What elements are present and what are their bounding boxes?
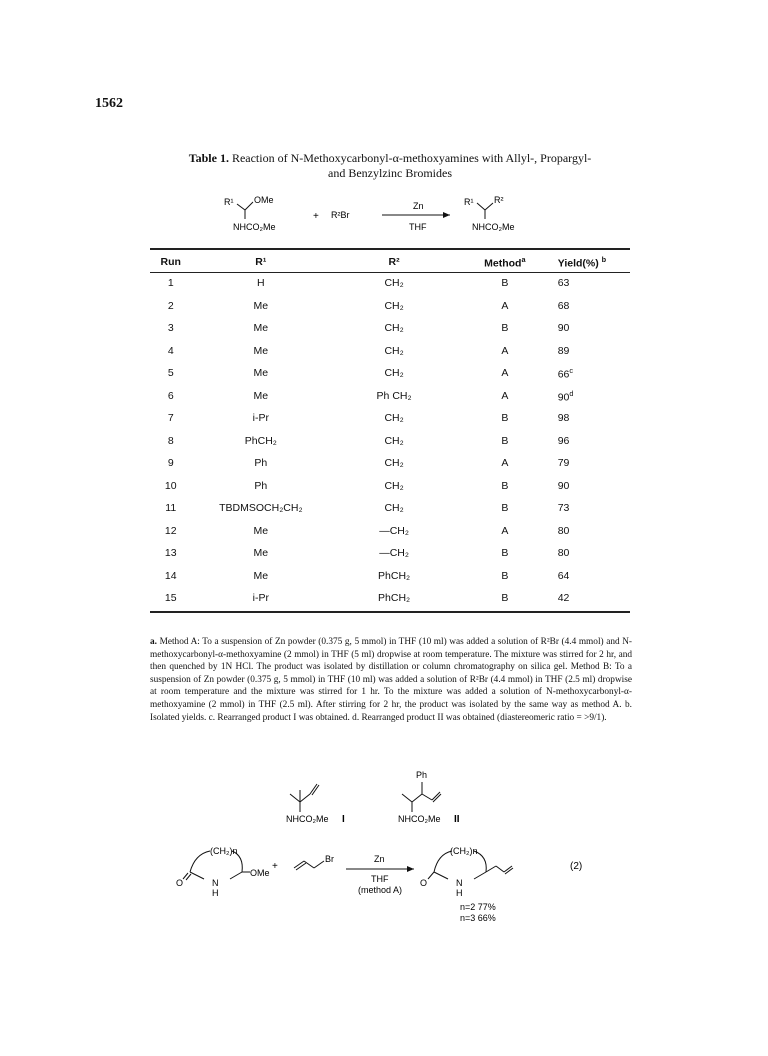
- cell-r2: CH₂: [384, 322, 404, 335]
- structure-i-nhco2me: NHCO₂Me: [286, 814, 329, 824]
- table-row: [150, 407, 630, 430]
- footnote-a-label: a.: [150, 637, 157, 647]
- cell-method: A: [501, 367, 509, 380]
- cell-r2: CH₂: [384, 434, 404, 447]
- footnote-c: Rearranged product I was obtained.: [217, 712, 350, 723]
- eq-br: Br: [325, 854, 334, 864]
- cell-run: 8: [167, 434, 174, 447]
- cell-r1: Ph: [254, 457, 268, 470]
- structures-i-ii: [270, 768, 470, 830]
- cell-r1: Me: [253, 389, 269, 402]
- caption-line2: and Benzylzinc Bromides: [328, 166, 452, 180]
- cell-r1: i-Pr: [252, 592, 270, 605]
- scheme-prod-nhco2me: NHCO₂Me: [472, 222, 515, 232]
- table-row: [150, 520, 630, 543]
- cell-r1: Me: [253, 547, 269, 560]
- cell-r2: CH₂: [384, 479, 404, 492]
- table-row: [150, 362, 630, 385]
- eq-zn: Zn: [374, 854, 385, 864]
- cell-yield: 90: [557, 322, 570, 335]
- cell-yield: 90: [557, 479, 570, 492]
- cell-r2: CH₂: [384, 367, 404, 380]
- table-caption: [150, 151, 630, 181]
- cell-r1: Me: [253, 367, 269, 380]
- page-number: 1562: [95, 96, 123, 111]
- cell-r1: Ph: [254, 479, 268, 492]
- eq-ome: OMe: [250, 868, 270, 878]
- table-row: [150, 340, 630, 363]
- footnote-c-label: c.: [208, 712, 216, 723]
- header-run: Run: [160, 256, 181, 268]
- table-footnotes: [150, 636, 632, 724]
- caption-label: Table 1.: [188, 151, 229, 165]
- scheme-prod-r1: R¹: [464, 197, 474, 207]
- footnote-b: Isolated yields.: [150, 712, 207, 723]
- cell-run: 3: [167, 322, 174, 335]
- cell-r1: Me: [253, 569, 269, 582]
- cell-r2: Ph CH₂: [376, 389, 412, 402]
- results-table: [150, 252, 630, 610]
- cell-yield: 80: [557, 524, 570, 537]
- cell-r1: Me: [253, 322, 269, 335]
- table-row: [150, 385, 630, 408]
- cell-r2: CH₂: [384, 502, 404, 515]
- cell-method: A: [501, 457, 509, 470]
- scheme-r2br: R²Br: [331, 210, 350, 220]
- header-method: Method$^a$: [484, 254, 526, 270]
- cell-method: B: [501, 592, 509, 605]
- cell-r2: —CH₂: [379, 547, 409, 560]
- eq-prod-o: O: [420, 878, 428, 888]
- cell-method: B: [501, 502, 509, 515]
- cell-r1: TBDMSOCH₂CH₂: [219, 502, 303, 515]
- scheme-ome: OMe: [254, 195, 274, 205]
- cell-run: 13: [164, 547, 177, 560]
- cell-yield: 90$^d$: [557, 388, 574, 403]
- table-top-rule: [150, 248, 630, 250]
- cell-r2: CH₂: [384, 277, 404, 290]
- cell-run: 14: [164, 569, 177, 582]
- cell-run: 9: [167, 457, 174, 470]
- cell-yield: 68: [557, 299, 570, 312]
- cell-yield: 42: [557, 592, 570, 605]
- eq-prod-ring-label: (CH₂)n: [450, 846, 478, 856]
- cell-method: B: [501, 434, 509, 447]
- eq-number: (2): [570, 861, 583, 872]
- cell-method: B: [501, 277, 509, 290]
- cell-run: 6: [167, 389, 174, 402]
- table-row: [150, 295, 630, 318]
- cell-method: A: [501, 524, 509, 537]
- scheme-thf: THF: [409, 222, 427, 232]
- cell-r2: CH₂: [384, 299, 404, 312]
- cell-yield: 89: [557, 344, 570, 357]
- eq-plus: +: [272, 861, 278, 872]
- eq-prod-h: H: [456, 888, 463, 898]
- cell-r1: Me: [253, 299, 269, 312]
- structure-ii-nhco2me: NHCO₂Me: [398, 814, 441, 824]
- cell-method: B: [501, 322, 509, 335]
- eq-method: (method A): [358, 885, 403, 895]
- cell-r2: CH₂: [384, 412, 404, 425]
- cell-method: B: [501, 412, 509, 425]
- cell-method: B: [501, 479, 509, 492]
- cell-yield: 79: [557, 457, 570, 470]
- structure-ii-ph: Ph: [416, 770, 428, 780]
- cell-run: 15: [164, 592, 177, 605]
- cell-run: 5: [167, 367, 174, 380]
- cell-r1: H: [257, 277, 265, 290]
- cell-run: 2: [167, 299, 174, 312]
- eq-h: H: [212, 888, 219, 898]
- cell-run: 11: [165, 502, 177, 515]
- cell-r2: CH₂: [384, 344, 404, 357]
- reaction-scheme: [150, 188, 630, 248]
- table-header-row: [150, 252, 630, 272]
- cell-r1: Me: [253, 524, 269, 537]
- scheme-r1: R¹: [224, 197, 234, 207]
- table-row: [150, 430, 630, 453]
- footnote-d-label: d.: [352, 712, 360, 723]
- cell-method: A: [501, 344, 509, 357]
- table-row: [150, 565, 630, 588]
- cell-run: 4: [167, 344, 174, 357]
- footnote-b-label: b.: [625, 699, 632, 710]
- eq-n: N: [212, 878, 219, 888]
- eq-prod-n: N: [456, 878, 463, 888]
- header-yield: Yield(%) $^b$: [557, 254, 607, 270]
- cell-run: 7: [167, 412, 174, 425]
- cell-r2: CH₂: [384, 457, 404, 470]
- eq-yield-n3: n=3 66%: [460, 913, 496, 923]
- cell-r2: PhCH₂: [378, 592, 411, 605]
- structure-i-label: I: [342, 814, 345, 825]
- structure-ii-label: II: [454, 814, 460, 825]
- scheme-zn: Zn: [413, 201, 424, 211]
- table-row: [150, 475, 630, 498]
- eq-o: O: [176, 878, 184, 888]
- cell-run: 12: [164, 524, 177, 537]
- cell-r1: PhCH₂: [244, 434, 277, 447]
- cell-yield: 73: [557, 502, 570, 515]
- table-row: [150, 452, 630, 475]
- yield-footnote-mark: c: [569, 366, 574, 375]
- header-r1: R¹: [255, 256, 267, 268]
- cell-method: B: [501, 547, 509, 560]
- cell-yield: 80: [557, 547, 570, 560]
- eq-thf: THF: [371, 874, 389, 884]
- table-row: [150, 542, 630, 565]
- cell-r2: —CH₂: [379, 524, 409, 537]
- cell-yield: 98: [557, 412, 570, 425]
- table-row: [150, 497, 630, 520]
- eq-yield-n2: n=2 77%: [460, 902, 496, 912]
- yield-footnote-mark: d: [569, 388, 574, 398]
- table-bottom-rule: [150, 611, 630, 613]
- caption-line1: Reaction of N-Methoxycarbonyl-α-methoxyamines with Allyl-, Propargyl-: [231, 151, 592, 165]
- cell-run: 1: [167, 277, 174, 290]
- scheme-prod-r2: R²: [494, 195, 504, 205]
- footnote-d: Rearranged product II was obtained (diastereomeric ratio = >9/1).: [361, 712, 607, 723]
- cell-run: 10: [164, 479, 177, 492]
- header-r2: R²: [388, 256, 400, 268]
- scheme-nhco2me: NHCO₂Me: [233, 222, 276, 232]
- footnote-a: Method A: To a suspension of Zn powder (0.375 g, 5 mmol) in THF (10 ml) was added a solution of R²Br (4.4 mmol) and N-methoxycarbonyl-α-methoxyamine (2 mmol) in THF (5 ml) dropwise at room temperature. The mixture was stirred for 2 hr, and then quenched by 1N HCl. The product was isolated by distillation or column chromatography on silica gel. Method B: To a suspension of Zn powder (0.375 g, 5 mmol) in THF (10 ml) was added a solution of R²Br (4.4 mmol) in THF (2.5 ml) dropwise at room temperature and the mixture was stirred for 1 hr. To the mixture was added a solution of N-methoxycarbonyl-α-methoxyamine (2 mmol) in THF (2.5 ml). After stirring for 2 hr, the product was isolated by the same way as method A.: [150, 637, 633, 710]
- equation-2: [170, 836, 610, 924]
- eq-ring-label: (CH₂)n: [210, 846, 238, 856]
- cell-yield: 63: [557, 277, 570, 290]
- cell-yield: 66$^c$: [557, 366, 574, 381]
- cell-method: A: [501, 299, 509, 312]
- scheme-plus: +: [313, 211, 319, 222]
- cell-yield: 96: [557, 434, 570, 447]
- cell-r2-prefix: Ph: [376, 389, 390, 402]
- table-row: [150, 587, 630, 610]
- table-row: [150, 272, 630, 295]
- cell-r1: Me: [253, 344, 269, 357]
- cell-method: A: [501, 389, 509, 402]
- cell-r1: i-Pr: [252, 412, 270, 425]
- table-row: [150, 317, 630, 340]
- cell-method: B: [501, 569, 509, 582]
- cell-r2: PhCH₂: [378, 569, 411, 582]
- cell-yield: 64: [557, 569, 570, 582]
